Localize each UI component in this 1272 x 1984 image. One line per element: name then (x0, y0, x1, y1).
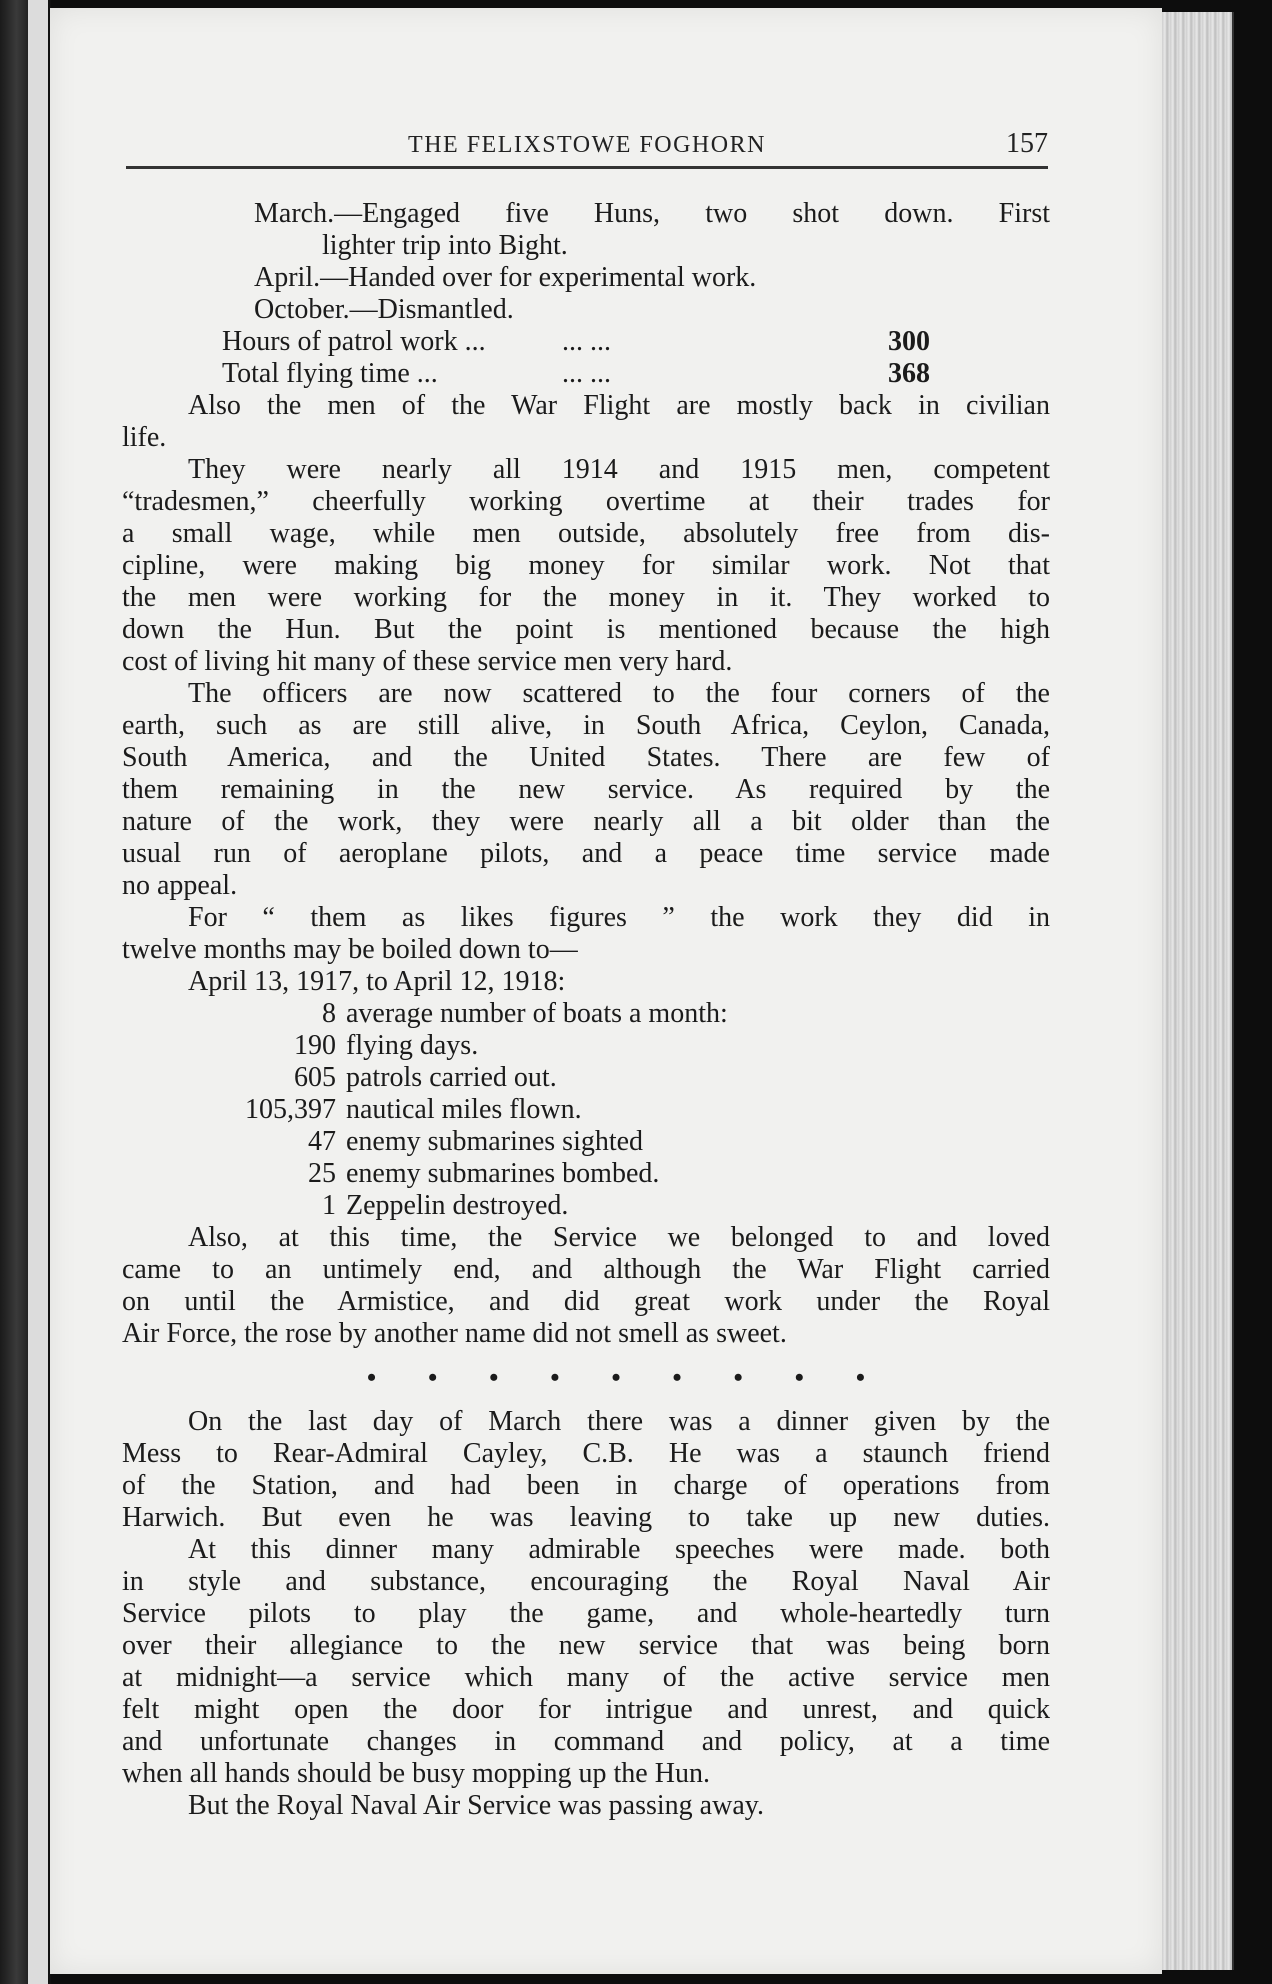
paragraph-line: cost of living hit many of these service men very hard. (122, 646, 733, 677)
total-dots: ... ... (562, 326, 611, 357)
stat-description: nautical miles flown. (346, 1094, 582, 1125)
stat-row (122, 1094, 1050, 1126)
separator-dot: • (489, 1363, 499, 1392)
total-row (122, 326, 1050, 358)
paragraph-line: and unfortunate changes in command and policy, at a time (122, 1726, 1050, 1757)
paragraph-line: down the Hun. But the point is mentioned because the high (122, 614, 1050, 645)
separator-dot: • (855, 1363, 865, 1392)
log-line: lighter trip into Bight. (322, 230, 568, 261)
paragraph-line: on until the Armistice, and did great work under the Royal (122, 1286, 1050, 1317)
header-rule (126, 166, 1048, 169)
paragraph-line: Also, at this time, the Service we belonged to and loved (188, 1222, 1050, 1253)
separator-dot: • (794, 1363, 804, 1392)
paragraph-line: the men were working for the money in it. They worked to (122, 582, 1050, 613)
paragraph-line: “tradesmen,” cheerfully working overtime at their trades for (122, 486, 1050, 517)
total-row (122, 358, 1050, 390)
paragraph-line: came to an untimely end, and although the War Flight carried (122, 1254, 1050, 1285)
stat-number: 8 (322, 998, 336, 1029)
total-label: Total flying time ... (222, 358, 438, 389)
total-value: 368 (888, 358, 930, 389)
separator-dot: • (672, 1363, 682, 1392)
paragraph-line: Harwich. But even he was leaving to take up new duties. (122, 1502, 1050, 1533)
section-separator (122, 1350, 1050, 1406)
paragraph-line: Also the men of the War Flight are mostly back in civilian (188, 390, 1050, 421)
paragraph-line: For “ them as likes figures ” the work they did in (188, 902, 1050, 933)
running-head: THE FELIXSTOWE FOGHORN (408, 132, 766, 158)
stat-description: Zeppelin destroyed. (346, 1190, 569, 1221)
total-label: Hours of patrol work ... (222, 326, 486, 357)
page-header (126, 128, 1048, 164)
stat-row (122, 1190, 1050, 1222)
stat-number: 47 (308, 1126, 336, 1157)
paragraph-line: At this dinner many admirable speeches were made. both (188, 1534, 1050, 1565)
total-value: 300 (888, 326, 930, 357)
paragraph-line: Air Force, the rose by another name did not smell as sweet. (122, 1318, 787, 1349)
paragraph-line: The officers are now scattered to the four corners of the (188, 678, 1050, 709)
paragraph-line: life. (122, 422, 167, 453)
paragraph-line: Mess to Rear-Admiral Cayley, C.B. He was a staunch friend (122, 1438, 1050, 1469)
log-line: March.—Engaged five Huns, two shot down. First (254, 198, 1050, 229)
paragraph-line: They were nearly all 1914 and 1915 men, competent (188, 454, 1050, 485)
separator-dot: • (733, 1363, 743, 1392)
paragraph-line: at midnight—a service which many of the active service men (122, 1662, 1050, 1693)
log-line: April.—Handed over for experimental work. (254, 262, 757, 293)
stat-row (122, 998, 1050, 1030)
stat-description: average number of boats a month: (346, 998, 728, 1029)
separator-dot: • (611, 1363, 621, 1392)
separator-dot: • (428, 1363, 438, 1392)
stat-number: 1 (322, 1190, 336, 1221)
stat-description: enemy submarines bombed. (346, 1158, 660, 1189)
stat-description: flying days. (346, 1030, 479, 1061)
page-stack-edge (1162, 12, 1234, 1970)
paragraph-line: On the last day of March there was a dinner given by the (188, 1406, 1050, 1437)
page-number: 157 (1006, 128, 1048, 159)
paragraph-line: when all hands should be busy mopping up the Hun. (122, 1758, 710, 1789)
stat-number: 190 (294, 1030, 336, 1061)
total-dots: ... ... (562, 358, 611, 389)
page-body (122, 198, 1050, 1822)
paragraph-line: But the Royal Naval Air Service was passing away. (188, 1790, 764, 1821)
stat-row (122, 1158, 1050, 1190)
stat-row (122, 1062, 1050, 1094)
stat-number: 105,397 (245, 1094, 336, 1125)
paragraph-line: earth, such as are still alive, in South Africa, Ceylon, Canada, (122, 710, 1050, 741)
paragraph-line: no appeal. (122, 870, 238, 901)
scan-left-strip (0, 0, 28, 1984)
separator-dot: • (367, 1363, 377, 1392)
paragraph-line: nature of the work, they were nearly all a bit older than the (122, 806, 1050, 837)
paragraph-line: them remaining in the new service. As required by the (122, 774, 1050, 805)
paragraph-line: usual run of aeroplane pilots, and a peace time service made (122, 838, 1050, 869)
date-range: April 13, 1917, to April 12, 1918: (188, 966, 566, 997)
paragraph-line: felt might open the door for intrigue and unrest, and quick (122, 1694, 1050, 1725)
stat-row (122, 1030, 1050, 1062)
paragraph-line: of the Station, and had been in charge of operations from (122, 1470, 1050, 1501)
log-line: October.—Dismantled. (254, 294, 514, 325)
previous-page-edge (28, 0, 51, 1984)
stat-number: 605 (294, 1062, 336, 1093)
separator-dot: • (550, 1363, 560, 1392)
stat-description: patrols carried out. (346, 1062, 557, 1093)
paragraph-line: twelve months may be boiled down to— (122, 934, 578, 965)
stat-number: 25 (308, 1158, 336, 1189)
paragraph-line: in style and substance, encouraging the Royal Naval Air (122, 1566, 1050, 1597)
paragraph-line: South America, and the United States. There are few of (122, 742, 1050, 773)
stat-row (122, 1126, 1050, 1158)
paragraph-line: a small wage, while men outside, absolutely free from dis- (122, 518, 1050, 549)
paragraph-line: Service pilots to play the game, and whole-heartedly turn (122, 1598, 1050, 1629)
stat-description: enemy submarines sighted (346, 1126, 644, 1157)
paragraph-line: cipline, were making big money for similar work. Not that (122, 550, 1050, 581)
scan-right-strip (1234, 0, 1272, 1984)
paragraph-line: over their allegiance to the new service that was being born (122, 1630, 1050, 1661)
